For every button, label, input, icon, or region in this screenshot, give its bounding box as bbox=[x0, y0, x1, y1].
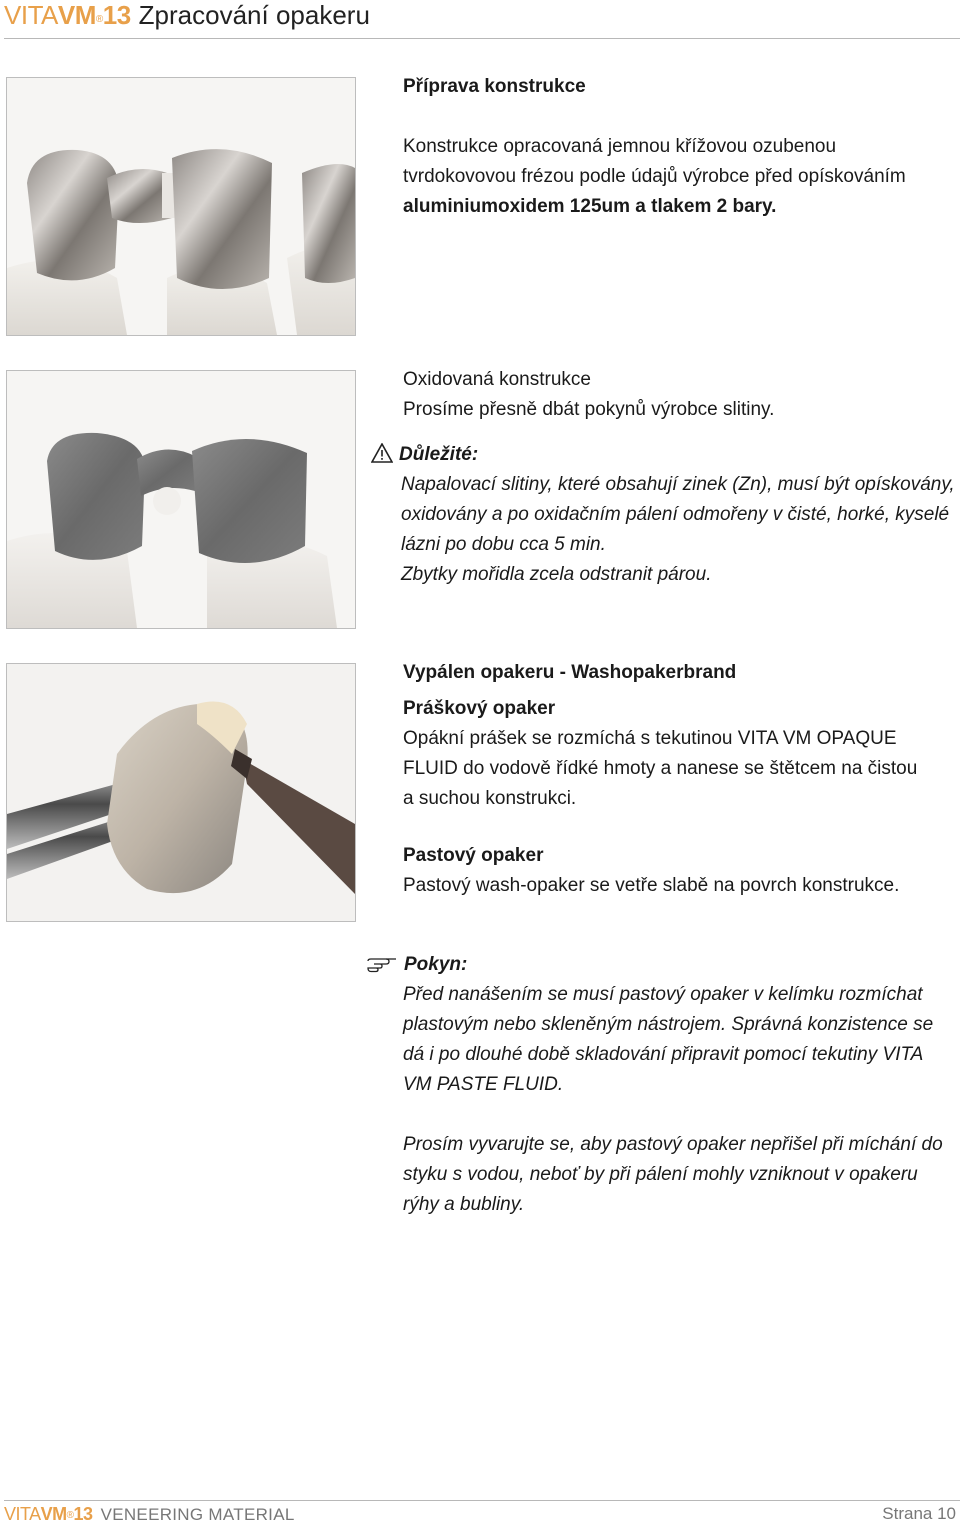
important-block bbox=[371, 440, 959, 590]
page-number: Strana 10 bbox=[882, 1504, 956, 1523]
section-frame-preparation bbox=[403, 72, 953, 222]
subheading-paste: Pastový opaker bbox=[403, 845, 544, 866]
text-line: Oxidovaná konstrukce bbox=[403, 369, 591, 390]
important-text: Napalovací slitiny, které obsahují zinek (Zn), musí být opískovány, oxidovány a po oxidačním pálení odmořeny v čisté, horké, kyselé lázni po dobu cca 5 min. bbox=[401, 474, 955, 555]
note-text-2: Prosím vyvarujte se, aby pastový opaker nepřišel při míchání do styku s vodou, neboť by při pálení mohly vzniknout v opakeru rýhy a bubliny. bbox=[403, 1134, 943, 1215]
note-block bbox=[366, 950, 946, 1220]
pointing-hand-icon bbox=[366, 953, 398, 973]
important-text-2: Zbytky mořidla zcela odstranit párou. bbox=[401, 564, 712, 585]
section-heading: Příprava konstrukce bbox=[403, 76, 586, 97]
photo-oxidized-framework bbox=[6, 370, 356, 629]
important-label-row: Důležité: bbox=[371, 440, 959, 470]
warning-icon bbox=[371, 443, 393, 463]
photo-opaque-application bbox=[6, 663, 356, 922]
page-title: Zpracování opakeru bbox=[138, 0, 370, 30]
subheading-powder: Práškový opaker bbox=[403, 698, 556, 719]
paragraph: Konstrukce opracovaná jemnou křížovou ozubenou tvrdokovovou frézou podle údajů výrobce před opískováním aluminiumoxidem 125um a tlakem 2 bary. bbox=[403, 136, 906, 217]
section-heading: Vypálen opakeru - Washopakerbrand bbox=[403, 662, 737, 683]
photo-metal-framework bbox=[6, 77, 356, 336]
note-label-row: Pokyn: bbox=[366, 950, 946, 980]
brand-logo: VITAVM®13 bbox=[4, 0, 131, 30]
footer-logo: VITAVM®13 bbox=[4, 1504, 93, 1524]
page-header bbox=[4, 0, 370, 34]
footer-subtitle: VENEERING MATERIAL bbox=[100, 1505, 295, 1524]
paste-text: Pastový wash-opaker se vetře slabě na povrch konstrukce. bbox=[403, 875, 900, 896]
section-oxidized-framework bbox=[403, 365, 959, 425]
footer-brand bbox=[4, 1504, 295, 1525]
note-text: Před nanášením se musí pastový opaker v kelímku rozmíchat plastovým nebo skleněným nástrojem. Správná konzistence se dá i po dlouhé době skladování připravit pomocí tekutiny VITA VM PASTE FLUID. bbox=[403, 984, 934, 1095]
footer-divider bbox=[4, 1500, 960, 1501]
section-opaque-firing bbox=[403, 658, 923, 901]
header-divider bbox=[4, 38, 960, 39]
powder-text: Opákní prášek se rozmíchá s tekutinou VITA VM OPAQUE FLUID do vodově řídké hmoty a nanese se štětcem na čistou a suchou konstrukci. bbox=[403, 728, 918, 809]
text-line: Prosíme přesně dbát pokynů výrobce slitiny. bbox=[403, 399, 775, 420]
